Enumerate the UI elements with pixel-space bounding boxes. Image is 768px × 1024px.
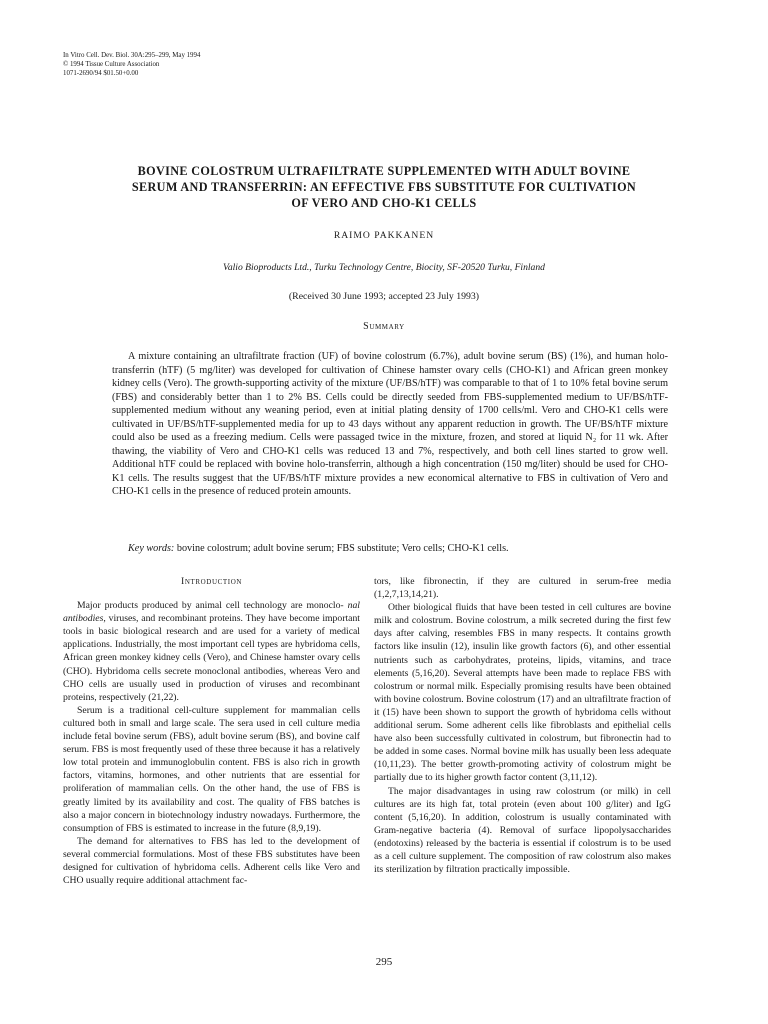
left-column [63,575,360,887]
intro-paragraph-5: Other biological fluids that have been tested in cell cultures are bovine milk and colostrum. Bovine colostrum, a milk secreted during the first few days after calving, resembles FBS in many respects. It contains growth factors like insulin (12), insulin like growth factors (6), and other essential nutrients such as carbohydrates, proteins, lipids, vitamins, and trace elements (5,16,20). Several attempts have been made to replace FBS with colostrum or normal milk. Especially promising results have been obtained with bovine colostrum. Bovine colostrum (17) and an ultrafiltrate fraction of it (15) have been shown to support the growth of hybridoma cells without additional serum. Some adherent cells like fibroblasts and epithelial cells have also been successfully cultivated in colostrum, but fibronectin had to be added in some cases. Normal bovine milk has usually been less adequate (10,11,23). The better growth-promoting activity of colostrum might be partially due to its higher growth factor content (3,11,12). [374,602,671,784]
issn-line: 1071-2690/94 $01.50+0.00 [63,70,139,77]
title-line-2: SERUM AND TRANSFERRIN: AN EFFECTIVE FBS SUBSTITUTE FOR CULTIVATION [131,180,637,194]
intro-paragraph-2: Serum is a traditional cell-culture supplement for mammalian cells cultured both in small and large scale. The sera used in cell culture media include fetal bovine serum (FBS), adult bovine serum (BS), and bovine calf serum. FBS is most frequently used of these three because it has a relatively low total protein and immunoglobulin content. FBS is also rich in growth factors, vitamins, hormones, and other nutrients that are essential for proliferation of mammalian cells. On the other hand, the use of FBS is greatly limited by its availability and cost. The quality of FBS batches is also a major concern in biotechnology industry nowadays. Furthermore, the consumption of FBS is estimated to increase in the future (8,9,19). [63,704,360,834]
intro-paragraph-6: The major disadvantages in using raw colostrum (or milk) in cell cultures are its high fat, total protein (even about 100 g/liter) and IgG content (5,16,20). In addition, colostrum is usually contaminated with Gram-negative bacteria (4). Removal of surface lipopolysaccharides (endotoxins) released by the bacteria is essential if colostrum is to be used as a cell culture supplement. The composition of raw colostrum also makes its sterilization by filtration practically impossible. [374,785,671,876]
page-number: 295 [375,956,393,968]
received-dates: (Received 30 June 1993; accepted 23 July 1993) [288,291,480,302]
summary-heading: Summary [363,321,405,332]
intro-p1-italic: nal antibodies [63,600,360,625]
intro-p1-end: , viruses, and recombinant proteins. They have become important tools in basic biological research and are used for a variety of medical applications. Industrially, the most important cell types are hybridoma cells, African green monkey kidney cells (Vero), and Chinese hamster ovary cells (CHO). Hybridoma cells secrete monoclonal antibodies, whereas Vero and CHO cells are usually used in production of viruses and recombinant proteins, respectively (21,22). [63,613,360,703]
introduction-heading: Introduction [180,576,242,587]
intro-paragraph-3: The demand for alternatives to FBS has led to the development of several commercial formulations. Most of these FBS substitutes have been designed for cultivation of hybridoma cells. Adherent cells like Vero and CHO usually require additional attachment fac- [63,835,360,887]
copyright-line: © 1994 Tissue Culture Association [63,61,160,68]
intro-paragraph-4: tors, like fibronectin, if they are cultured in serum-free media (1,2,7,13,14,21). [374,576,671,601]
author-name: RAIMO PAKKANEN [333,230,435,241]
journal-citation [63,51,323,78]
summary-body: A mixture containing an ultrafiltrate fraction (UF) of bovine colostrum (6.7%), adult bovine serum (BS) (1%), and human holo-transferrin (hTF) (5 mg/liter) was developed for cultivation of Chinese hamster ovary cells (CHO-K1) and African green monkey kidney cells (Vero). The growth-supporting activity of the mixture (UF/BS/hTF) was comparable to that of 1 to 10% fetal bovine serum (FBS) and considerably better than 1 to 2% BS. Cells could be directly seeded from FBS-supplemented medium to UF/BS/hTF-supplemented medium without any weaning period, even at initial plating density of 1700 cells/ml. Vero and CHO-K1 cells were cultivated in UF/BS/hTF-supplemented media for up to 43 days without any apparent reduction in growth. The UF/BS/hTF mixture could also be used as a freezing medium. Cells were passaged twice in the mixture, frozen, and stored at liquid N₂ for 11 wk. After thawing, the viability of Vero and CHO-K1 cells was reduced 13 and 7%, respectively, and both cell lines started to grow well. Additional hTF could be replaced with bovine holo-transferrin, although a high concentration (150 mg/liter) should be used for CHO-K1 cells. The results suggest that the UF/BS/hTF mixture provides a new economical alternative to FBS in cultivation of Vero and CHO-K1 cells in the presence of reduced protein amounts. [112,351,668,497]
keywords-label: Key words: [128,543,175,554]
right-column [374,575,671,876]
intro-p1-start: Major products produced by animal cell technology are monoclo- [77,600,344,612]
keywords-text: bovine colostrum; adult bovine serum; FBS substitute; Vero cells; CHO-K1 cells. [174,543,509,554]
summary-text [112,350,668,499]
citation-line: In Vitro Cell. Dev. Biol. 30A:295–299, May 1994 [63,52,201,59]
paper-title [100,163,668,211]
title-line-3: OF VERO AND CHO-K1 CELLS [291,196,477,210]
title-line-1: BOVINE COLOSTRUM ULTRAFILTRATE SUPPLEMENTED WITH ADULT BOVINE [137,164,631,178]
intro-paragraph-1 [63,599,360,704]
keywords [112,542,668,555]
author-affiliation: Valio Bioproducts Ltd., Turku Technology Centre, Biocity, SF-20520 Turku, Finland [223,262,545,273]
